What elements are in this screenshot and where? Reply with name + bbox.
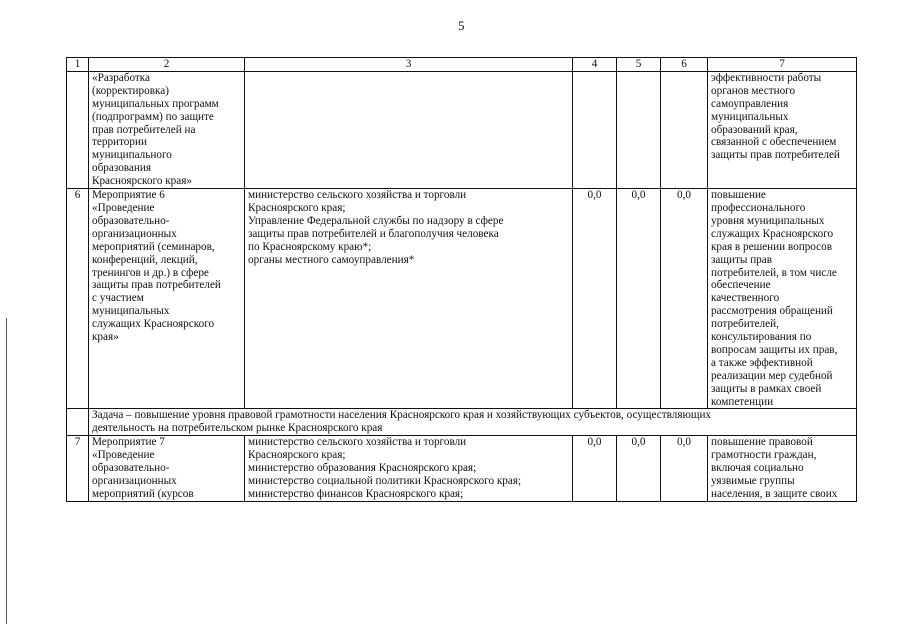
- value-col-6: 0,0: [661, 189, 708, 409]
- text-line: министерство финансов Красноярского края;: [248, 487, 464, 500]
- text-line: конференций, лекций,: [92, 253, 198, 266]
- text-line: образовательно-: [92, 214, 170, 227]
- text-line: компетенции: [711, 395, 774, 408]
- text-line: «Разработка: [92, 71, 151, 84]
- text-line: образовательно-: [92, 462, 170, 475]
- measures-table: [66, 57, 857, 502]
- text-line: прав потребителей на: [92, 123, 196, 136]
- text-line: органов местного: [711, 84, 796, 97]
- text-line: уязвимые группы: [711, 475, 795, 487]
- text-line: включая социально: [711, 462, 804, 475]
- text-line: территории: [92, 136, 147, 149]
- text-line: рассмотрения обращений: [711, 305, 833, 318]
- text-line: муниципальных: [711, 110, 789, 123]
- text-line: Мероприятие 7: [92, 436, 165, 449]
- row-number: [67, 71, 89, 188]
- page-number: 5: [458, 18, 465, 33]
- task-text: [89, 409, 857, 436]
- text-line: служащих Красноярского: [92, 318, 215, 331]
- text-line: Красноярского края»: [92, 175, 192, 188]
- text-line: защиты в рамках своей: [711, 382, 822, 395]
- text-line: эффективности работы: [711, 71, 822, 84]
- table-row: [67, 436, 857, 502]
- text-line: повышение правовой: [711, 436, 813, 449]
- text-line: образований края,: [711, 123, 798, 136]
- expected-result: [708, 71, 857, 188]
- value-col-5: 0,0: [617, 189, 661, 409]
- text-line: по Красноярскому краю*;: [248, 240, 372, 253]
- value-col-5: 0,0: [617, 436, 661, 502]
- text-line: служащих Красноярского: [711, 227, 834, 240]
- text-line: министерство сельского хозяйства и торговли: [248, 189, 467, 202]
- text-line: потребителей,: [711, 318, 779, 331]
- text-line: деятельность на потребительском рынке Красноярского края: [92, 422, 383, 435]
- text-line: «Проведение: [92, 449, 155, 462]
- text-line: Красноярского края;: [248, 449, 346, 462]
- text-line: реализации мер судебной: [711, 369, 833, 382]
- table-row: [67, 71, 857, 188]
- text-line: консультирования по: [711, 331, 812, 344]
- text-line: с участием: [92, 292, 144, 305]
- text-line: края в решении вопросов: [711, 240, 833, 253]
- text-line: самоуправления: [711, 97, 789, 110]
- text-line: Мероприятие 6: [92, 189, 165, 202]
- text-line: защиты прав: [711, 253, 773, 266]
- header-col-2: 2: [89, 58, 245, 72]
- task-number-cell: [67, 409, 89, 436]
- value-col-6: [661, 71, 708, 188]
- text-line: мероприятий (семинаров,: [92, 240, 215, 253]
- executors: [245, 71, 573, 188]
- text-line: уровня муниципальных: [711, 214, 825, 227]
- header-row: [67, 58, 857, 72]
- text-line: вопросам защиты их прав,: [711, 343, 838, 356]
- expected-result: [708, 436, 857, 502]
- text-line: профессионального: [711, 201, 806, 214]
- value-col-6: 0,0: [661, 436, 708, 502]
- text-line: защиты прав потребителей и благополучия человека: [248, 227, 499, 240]
- text-line: края»: [92, 331, 119, 344]
- text-line: Управление Федеральной службы по надзору в сфере: [248, 214, 504, 227]
- header-col-3: 3: [245, 58, 573, 72]
- text-line: грамотности граждан,: [711, 449, 817, 462]
- header-col-6: 6: [661, 58, 708, 72]
- row-number: 6: [67, 189, 89, 409]
- text-line: качественного: [711, 292, 780, 305]
- expected-result: [708, 189, 857, 409]
- text-line: органы местного самоуправления*: [248, 253, 415, 266]
- text-line: министерство образования Красноярского края;: [248, 462, 477, 475]
- text-line: (подпрограмм) по защите: [92, 110, 214, 123]
- text-line: образования: [92, 162, 152, 175]
- measure-name: [89, 71, 245, 188]
- value-col-5: [617, 71, 661, 188]
- text-line: организационных: [92, 227, 177, 240]
- text-line: министерство сельского хозяйства и торговли: [248, 436, 467, 449]
- text-line: муниципальных программ: [92, 97, 219, 110]
- measure-name: [89, 436, 245, 502]
- header-col-7: 7: [708, 58, 857, 72]
- text-line: министерство социальной политики Красноярского края;: [248, 475, 522, 487]
- text-line: повышение: [711, 189, 766, 202]
- header-col-4: 4: [573, 58, 617, 72]
- measure-name: [89, 189, 245, 409]
- text-line: Задача – повышение уровня правовой грамотности населения Красноярского края и хозяйствующих субъектов, осуществляющих: [92, 409, 712, 422]
- text-line: потребителей, в том числе: [711, 266, 837, 279]
- text-line: «Проведение: [92, 201, 155, 214]
- text-line: муниципальных: [92, 305, 170, 318]
- text-line: мероприятий (курсов: [92, 487, 194, 500]
- header-col-5: 5: [617, 58, 661, 72]
- value-col-4: 0,0: [573, 189, 617, 409]
- header-col-1: 1: [67, 58, 89, 72]
- text-line: Красноярского края;: [248, 201, 346, 214]
- value-col-4: [573, 71, 617, 188]
- scan-artifact-line: [6, 318, 7, 624]
- text-line: защиты прав потребителей: [92, 279, 221, 292]
- text-line: тренингов и др.) в сфере: [92, 266, 209, 279]
- text-line: муниципального: [92, 149, 172, 162]
- text-line: обеспечение: [711, 279, 771, 292]
- executors: [245, 436, 573, 502]
- text-line: населения, в защите своих: [711, 487, 838, 500]
- table-row: [67, 189, 857, 409]
- text-line: защиты прав потребителей: [711, 149, 840, 162]
- text-line: связанной с обеспечением: [711, 136, 837, 149]
- text-line: (корректировка): [92, 84, 169, 97]
- executors: [245, 189, 573, 409]
- text-line: организационных: [92, 475, 177, 487]
- row-number: 7: [67, 436, 89, 502]
- task-row: [67, 409, 857, 436]
- text-line: а также эффективной: [711, 356, 813, 369]
- value-col-4: 0,0: [573, 436, 617, 502]
